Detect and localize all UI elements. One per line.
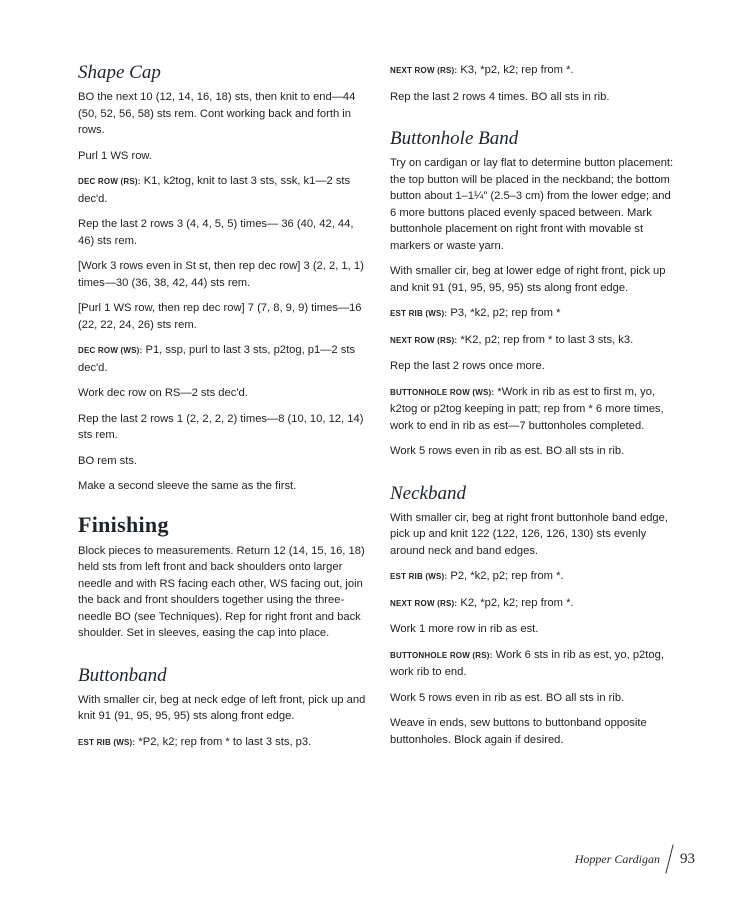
- right-column: [390, 62, 680, 757]
- paragraph: BO rem sts.: [78, 454, 138, 467]
- page-number: 93: [680, 850, 695, 867]
- footer-divider: [665, 844, 673, 873]
- footer-title: Hopper Cardigan: [574, 851, 660, 866]
- paragraph: Rep the last 2 rows 4 times. BO all sts in rib.: [390, 90, 610, 103]
- paragraph: Rep the last 2 rows 3 (4, 4, 5, 5) times— 36 (40, 42, 44, 46) sts rem.: [78, 218, 354, 247]
- row-label: DEC ROW (WS):: [78, 346, 143, 355]
- row-label: EST RIB (WS):: [390, 572, 448, 581]
- row-label: DEC ROW (RS):: [78, 177, 141, 186]
- paragraph: With smaller cir, beg at neck edge of left front, pick up and knit 91 (91, 95, 95, 95) sts along front edge.: [78, 693, 366, 722]
- paragraph: BO the next 10 (12, 14, 16, 18) sts, then knit to end—44 (50, 52, 56, 58) sts rem. Cont working back and forth in rows.: [78, 91, 356, 136]
- row-text: K3, *p2, k2; rep from *.: [457, 64, 574, 76]
- row-label: NEXT ROW (RS):: [390, 335, 458, 345]
- page-footer: [575, 848, 695, 870]
- paragraph: [390, 62, 680, 80]
- row-label: EST RIB (WS):: [78, 737, 136, 747]
- paragraph: Purl 1 WS row.: [78, 149, 152, 162]
- row-text: *Work in rib as est to first m, yo, k2tog or p2tog keeping in patt; rep from * 6 more times, work to end in rib as est—7 buttonholes completed.: [390, 385, 664, 432]
- paragraph: Make a second sleeve the same as the first.: [78, 480, 297, 492]
- paragraph: [390, 595, 680, 613]
- row-text: Work 6 sts in rib as est, yo, p2tog, work rib to end.: [390, 648, 664, 678]
- row-label: NEXT ROW (RS):: [390, 598, 458, 608]
- paragraph: [390, 384, 680, 435]
- row-text: P2, *k2, p2; rep from *.: [447, 570, 564, 582]
- paragraph: With smaller cir, beg at right front buttonhole band edge, pick up and knit 122 (122, 126, 126, 130) sts evenly around neck and band edges.: [390, 511, 668, 557]
- row-text: *P2, k2; rep from * to last 3 sts, p3.: [135, 735, 312, 748]
- paragraph: [Work 3 rows even in St st, then rep dec row] 3 (2, 2, 1, 1) times—30 (36, 38, 42, 44) sts rem.: [78, 260, 364, 289]
- paragraph: [78, 734, 368, 752]
- paragraph: [390, 568, 680, 586]
- buttonband-heading: Buttonband: [78, 664, 167, 686]
- paragraph: Rep the last 2 rows 1 (2, 2, 2, 2) times—8 (10, 10, 12, 14) sts rem.: [78, 412, 364, 441]
- paragraph: Work dec row on RS—2 sts dec'd.: [78, 387, 248, 399]
- row-label: NEXT ROW (RS):: [390, 66, 458, 75]
- paragraph: [390, 305, 680, 323]
- paragraph: With smaller cir, beg at lower edge of right front, pick up and knit 91 (91, 95, 95, 95) sts along front edge.: [390, 265, 666, 294]
- paragraph: Work 1 more row in rib as est.: [390, 623, 539, 635]
- buttonhole-band-heading: Buttonhole Band: [390, 128, 519, 149]
- row-label: BUTTONHOLE ROW (RS):: [390, 650, 493, 660]
- row-text: K2, *p2, k2; rep from *.: [457, 596, 574, 609]
- paragraph: [390, 647, 680, 681]
- paragraph: Work 5 rows even in rib as est. BO all sts in rib.: [390, 691, 625, 704]
- neckband-heading: Neckband: [390, 482, 466, 504]
- paragraph: [78, 173, 368, 207]
- paragraph: [78, 342, 368, 376]
- shape-cap-heading: Shape Cap: [78, 62, 161, 83]
- row-label: BUTTONHOLE ROW (WS):: [390, 387, 495, 397]
- paragraph: Work 5 rows even in rib as est. BO all sts in rib.: [390, 445, 625, 457]
- row-text: P3, *k2, p2; rep from *: [447, 307, 561, 319]
- row-text: *K2, p2; rep from * to last 3 sts, k3.: [457, 333, 634, 346]
- row-text: P1, ssp, purl to last 3 sts, p2tog, p1—2 sts dec'd.: [78, 344, 356, 374]
- paragraph: Block pieces to measurements. Return 12 (14, 15, 16, 18) held sts from left front and back shoulders onto larger needle and with RS facing each other, WS facing out, join the back and front shoulders together using the three-needle BO (see Techniques). Rep for right front and back shoulder. Set in sleeves, easing the cap into place.: [78, 544, 365, 639]
- paragraph: Rep the last 2 rows once more.: [390, 360, 545, 372]
- finishing-heading: Finishing: [78, 511, 169, 537]
- row-text: K1, k2tog, knit to last 3 sts, ssk, k1—2 sts dec'd.: [78, 175, 351, 205]
- left-column: [78, 62, 368, 760]
- row-label: EST RIB (WS):: [390, 309, 448, 318]
- paragraph: [Purl 1 WS row, then rep dec row] 7 (7, 8, 9, 9) times—16 (22, 22, 24, 26) sts rem.: [78, 302, 362, 331]
- paragraph: Try on cardigan or lay flat to determine button placement: the top button will be placed in the neckband; the bottom button about 1–1¼" (2.5–3 cm) from the lower edge; and 6 more buttons placed evenly spaced between. Mark buttonhole placement on right front with movable st markers or waste yarn.: [390, 157, 674, 252]
- paragraph: [390, 332, 680, 350]
- paragraph: Weave in ends, sew buttons to buttonband opposite buttonholes. Block again if desired.: [390, 717, 647, 746]
